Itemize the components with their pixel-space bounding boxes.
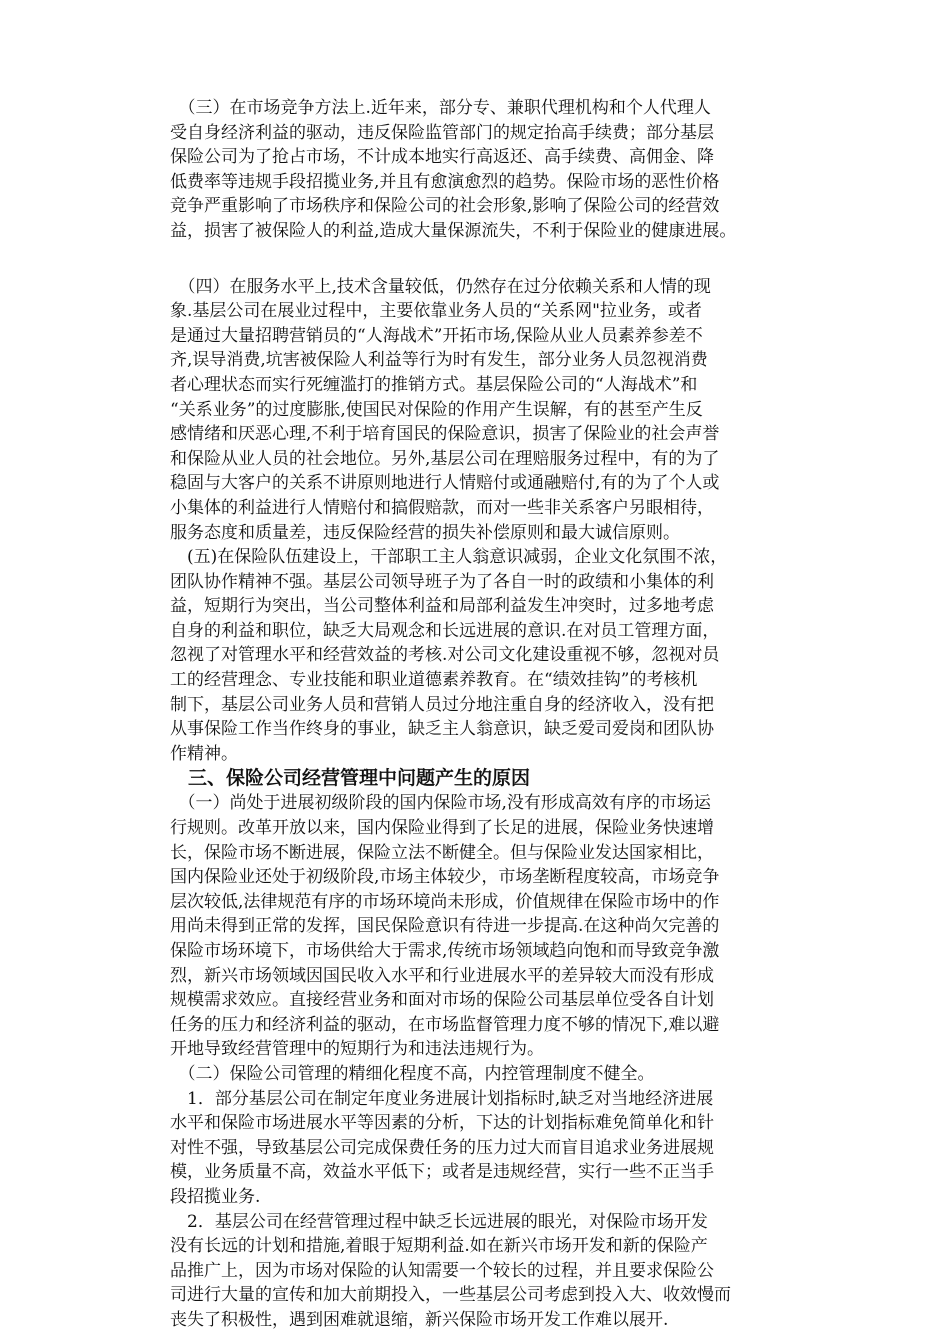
text-line: （一）尚处于进展初级阶段的国内保险市场,没有形成高效有序的市场运: [170, 793, 711, 814]
paragraph-cause-market-stage: [170, 791, 810, 1062]
text-line: 2．基层公司在经营管理过程中缺乏长远进展的眼光，对保险市场开发: [170, 1211, 708, 1232]
text-line: 开地导致经营管理中的短期行为和违法违规行为。: [170, 1039, 544, 1060]
text-line: 者心理状态而实行死缠滥打的推销方式。基层保险公司的“人海战术”和: [170, 374, 698, 395]
text-line: 丧失了积极性，遇到困难就退缩，新兴保险市场开发工作难以展开.: [170, 1309, 669, 1330]
text-line: 是通过大量招聘营销员的“人海战术”开拓市场,保险从业人员素养参差不: [170, 325, 703, 346]
text-line: 烈，新兴市场领域因国民收入水平和行业进展水平的差异较大而没有形成: [170, 965, 714, 986]
paragraph-item-1: [170, 1087, 810, 1210]
section-heading: 三、保险公司经营管理中问题产生的原因: [188, 767, 531, 790]
text-line: 用尚未得到正常的发挥，国民保险意识有待进一步提高.在这种尚欠完善的: [170, 916, 720, 937]
text-line: 没有长远的计划和措施,着眼于短期利益.如在新兴市场开发和新的保险产: [170, 1236, 708, 1257]
paragraph-competition-methods: [170, 96, 810, 244]
text-line: 益，损害了被保险人的利益,造成大量保源流失，不利于保险业的健康进展。: [170, 220, 737, 241]
text-line: 工的经营理念、专业技能和职业道德素养教育。在“绩效挂钩”的考核机: [170, 670, 698, 691]
text-line: 司进行大量的宣传和加大前期投入，一些基层公司考虑到投入大、收效慢而: [170, 1285, 731, 1306]
text-line: 齐,误导消费,坑害被保险人利益等行为时有发生，部分业务人员忽视消费: [170, 350, 708, 371]
text-line: 益，短期行为突出，当公司整体利益和局部利益发生冲突时，过多地考虑: [170, 596, 714, 617]
text-line: 品推广上，因为市场对保险的认知需要一个较长的过程，并且要求保险公: [170, 1260, 714, 1281]
text-line: 象.基层公司在展业过程中，主要依靠业务人员的“关系网"拉业务，或者: [170, 301, 702, 322]
text-line: 层次较低,法律规范有序的市场环境尚未形成，价值规律在保险市场中的作: [170, 891, 720, 912]
text-line: 保险公司为了抢占市场，不计成本地实行高返还、高手续费、高佣金、降: [170, 147, 714, 168]
text-line: 制下，基层公司业务人员和营销人员过分地注重自身的经济收入，没有把: [170, 694, 714, 715]
text-line: （三）在市场竞争方法上.近年来，部分专、兼职代理机构和个人代理人: [170, 98, 711, 118]
text-line: 受自身经济利益的驱动，违反保险监管部门的规定抬高手续费；部分基层: [170, 122, 714, 143]
text-line: 竞争严重影响了市场秩序和保险公司的社会形象,影响了保险公司的经营效: [170, 196, 720, 217]
text-line: 保险市场环境下，市场供给大于需求,传统市场领域趋向饱和而导致竞争激: [170, 941, 720, 961]
text-line: （四）在服务水平上,技术含量较低，仍然存在过分依赖关系和人情的现: [170, 276, 711, 297]
text-line: (五)在保险队伍建设上，干部职工主人翁意识减弱，企业文化氛围不浓，: [170, 547, 728, 568]
text-line: 行规则。改革开放以来，国内保险业得到了长足的进展，保险业务快速增: [170, 818, 714, 839]
text-line: 规模需求效应。直接经营业务和面对市场的保险公司基层单位受各自计划: [170, 990, 714, 1011]
text-line: 忽视了对管理水平和经营效益的考核.对公司文化建设重视不够，忽视对员: [170, 645, 720, 666]
paragraph-cause-management: [170, 1062, 810, 1087]
text-line: “关系业务”的过度膨胀,使国民对保险的作用产生误解，有的甚至产生反: [170, 399, 703, 420]
text-line: 1．部分基层公司在制定年度业务进展计划指标时,缺乏对当地经济进展: [170, 1088, 714, 1109]
text-line: 作精神。: [170, 743, 238, 764]
paragraph-team-building: [170, 545, 810, 766]
text-line: 自身的利益和职位，缺乏大局观念和长远进展的意识.在对员工管理方面，: [170, 620, 720, 641]
text-line: 任务的压力和经济利益的驱动，在市场监督管理力度不够的情况下,难以避: [170, 1014, 720, 1035]
paragraph-gap: [170, 244, 810, 275]
text-line: 小集体的利益进行人情赔付和搞假赔款，而对一些非关系客户另眼相待，: [170, 497, 714, 518]
document-page: [170, 96, 810, 1333]
text-line: 低费率等违规手段招揽业务,并且有愈演愈烈的趋势。保险市场的恶性价格: [170, 171, 720, 192]
text-line: 稳固与大客户的关系不讲原则地进行人情赔付或通融赔付,有的为了个人或: [170, 473, 720, 494]
text-line: 服务态度和质量差，违反保险经营的损失补偿原则和最大诚信原则。: [170, 522, 680, 543]
paragraph-item-2: [170, 1210, 810, 1333]
text-line: 和保险从业人员的社会地位。另外,基层公司在理赔服务过程中，有的为了: [170, 448, 720, 469]
text-line: 模，业务质量不高，效益水平低下；或者是违规经营，实行一些不正当手: [170, 1162, 714, 1183]
text-line: （二）保险公司管理的精细化程度不高，内控管理制度不健全。: [170, 1063, 655, 1084]
text-line: 水平和保险市场进展水平等因素的分析，下达的计划指标难免简单化和针: [170, 1113, 714, 1134]
text-line: 段招揽业务.: [170, 1186, 261, 1207]
text-line: 从事保险工作当作终身的事业，缺乏主人翁意识，缺乏爱司爱岗和团队协: [170, 719, 714, 740]
text-line: 感情绪和厌恶心理,不利于培育国民的保险意识，损害了保险业的社会声誉: [170, 424, 720, 445]
text-line: 对性不强，导致基层公司完成保费任务的压力过大而盲目追求业务进展规: [170, 1137, 714, 1158]
text-line: 长，保险市场不断进展，保险立法不断健全。但与保险业发达国家相比，: [170, 842, 714, 863]
text-line: 国内保险业还处于初级阶段,市场主体较少，市场垄断程度较高，市场竞争: [170, 867, 720, 888]
text-line: 团队协作精神不强。基层公司领导班子为了各自一时的政绩和小集体的利: [170, 571, 714, 592]
paragraph-service-level: [170, 275, 810, 546]
